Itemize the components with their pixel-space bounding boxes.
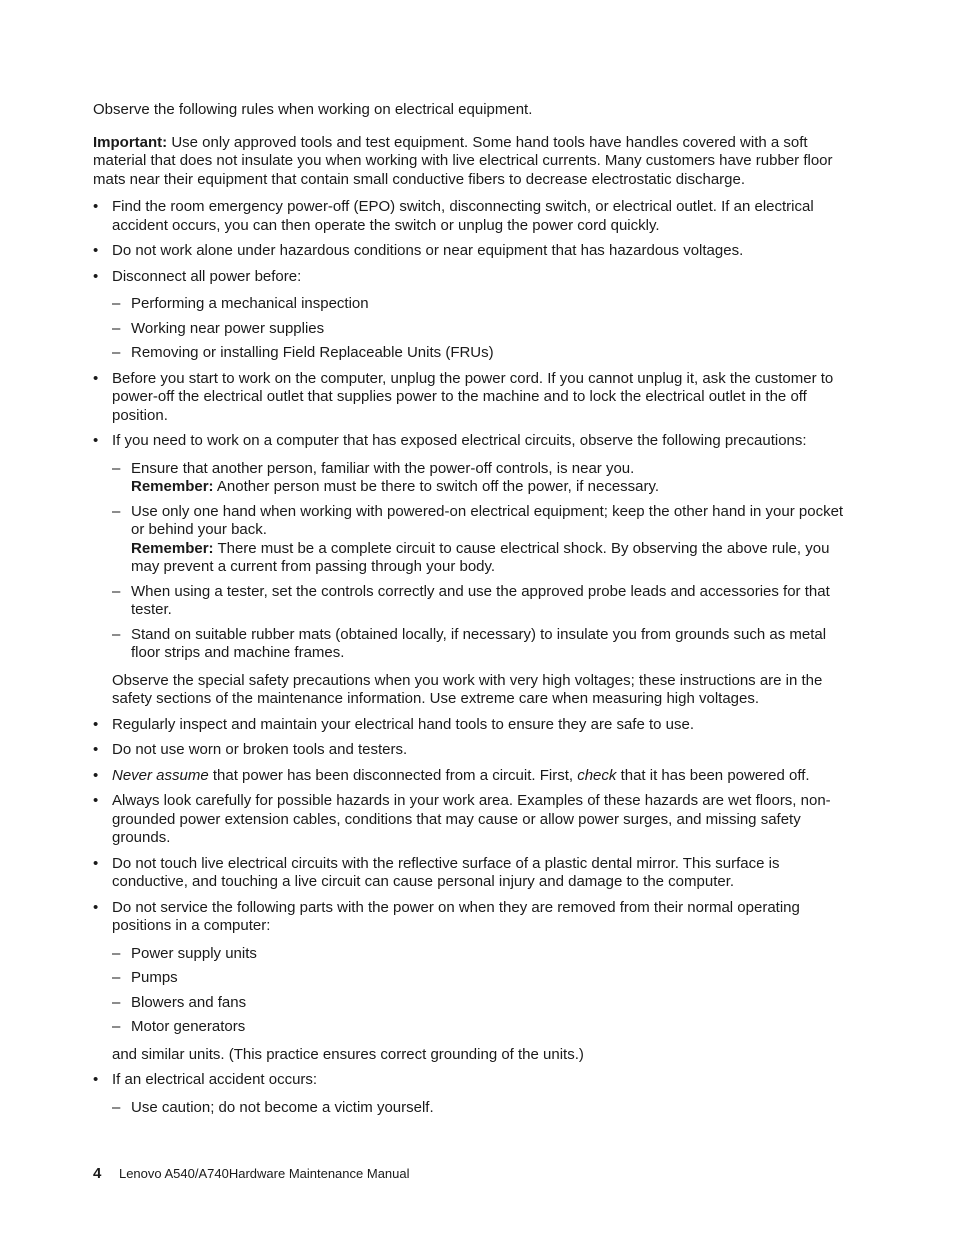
remember-text: Another person must be there to switch off the power, if necessary. [216, 478, 660, 495]
list-item-dental-mirror: • Do not touch live electrical circuits with the reflective surface of a plastic dental mirror. This surface is conductive, and touching a live circuit can cause personal injury and damage to the computer. [93, 855, 848, 892]
sub-item [112, 460, 848, 497]
sub-item: – Performing a mechanical inspection [112, 295, 848, 314]
important-note [93, 134, 848, 190]
service-parts-sublist [112, 945, 848, 1037]
sub-item: – Use caution; do not become a victim yourself. [112, 1099, 848, 1118]
exposed-circuits-sublist [112, 460, 848, 663]
sub-item: – Power supply units [112, 945, 848, 964]
check-emphasis: check [577, 766, 617, 784]
never-assume-mid: that power has been disconnected from a circuit. First, [208, 766, 578, 784]
page-body [93, 101, 848, 1124]
electrical-accident-text: If an electrical accident occurs: [112, 1071, 318, 1088]
never-assume-emphasis: Never assume [112, 766, 209, 784]
sub-item: – When using a tester, set the controls correctly and use the approved probe leads and accessories for that tester. [112, 583, 848, 620]
list-item-electrical-accident [93, 1071, 848, 1117]
list-item-disconnect-power [93, 268, 848, 363]
important-label: Important: [93, 133, 168, 151]
sub-item: – Motor generators [112, 1018, 848, 1037]
sub-item: – Blowers and fans [112, 994, 848, 1013]
never-assume-end: that it has been powered off. [616, 766, 810, 784]
sub-item: – Stand on suitable rubber mats (obtained locally, if necessary) to insulate you from grounds such as metal floor strips and machine frames. [112, 626, 848, 663]
page-number: 4 [93, 1165, 102, 1182]
electrical-accident-sublist [112, 1099, 848, 1118]
sub-item: – Pumps [112, 969, 848, 988]
exposed-circuits-note: Observe the special safety precautions when you work with very high voltages; these instructions are in the safety sections of the maintenance information. Use extreme care when measuring high voltages. [112, 671, 823, 707]
list-item-service-parts [93, 899, 848, 1065]
remember-text: There must be a complete circuit to cause electrical shock. By observing the above rule, you may prevent a current from passing through your body. [131, 539, 830, 575]
list-item-work-alone: • Do not work alone under hazardous conditions or near equipment that has hazardous voltages. [93, 242, 848, 261]
service-parts-note: and similar units. (This practice ensures correct grounding of the units.) [112, 1045, 584, 1063]
exposed-circuits-text: If you need to work on a computer that has exposed electrical circuits, observe the following precautions: [112, 432, 807, 449]
page-footer [93, 1165, 410, 1182]
remember-label: Remember: [131, 539, 214, 557]
sub-item-text: Use only one hand when working with powered-on electrical equipment; keep the other hand in your pocket or behind your back. [131, 502, 844, 538]
sub-item: – Removing or installing Field Replaceable Units (FRUs) [112, 344, 848, 363]
list-item-unplug: • Before you start to work on the computer, unplug the power cord. If you cannot unplug it, ask the customer to power-off the electrical outlet that supplies power to the machine and to lock the electrical outlet in the off position. [93, 370, 848, 426]
remember-label: Remember: [131, 478, 214, 495]
list-item-exposed-circuits [93, 432, 848, 709]
intro-paragraph: Observe the following rules when working on electrical equipment. [93, 101, 533, 118]
list-item-never-assume [93, 767, 848, 786]
list-item-worn-tools: • Do not use worn or broken tools and testers. [93, 741, 848, 760]
sub-item [112, 503, 848, 577]
list-item-epo: • Find the room emergency power-off (EPO) switch, disconnecting switch, or electrical outlet. If an electrical accident occurs, you can then operate the switch or unplug the power cord quickly. [93, 198, 848, 235]
list-item-inspect-tools: • Regularly inspect and maintain your electrical hand tools to ensure they are safe to use. [93, 716, 848, 735]
important-text: Use only approved tools and test equipment. Some hand tools have handles covered with a soft material that does not insulate you when working with live electrical currents. Many customers have rubber floor mats near their equipment that contain small conductive fibers to decrease electrostatic discharge. [93, 133, 833, 188]
disconnect-power-text: Disconnect all power before: [112, 267, 302, 285]
sub-item-text: Ensure that another person, familiar with the power-off controls, is near you. [131, 459, 635, 477]
list-item-hazards: • Always look carefully for possible hazards in your work area. Examples of these hazards are wet floors, non-grounded power extension cables, conditions that may cause or allow power surges, and missing safety grounds. [93, 792, 848, 848]
service-parts-text: Do not service the following parts with the power on when they are removed from their normal operating positions in a computer: [112, 898, 800, 934]
disconnect-power-sublist [112, 295, 848, 363]
document-title: Lenovo A540/A740Hardware Maintenance Manual [118, 1166, 410, 1181]
sub-item: – Working near power supplies [112, 320, 848, 339]
